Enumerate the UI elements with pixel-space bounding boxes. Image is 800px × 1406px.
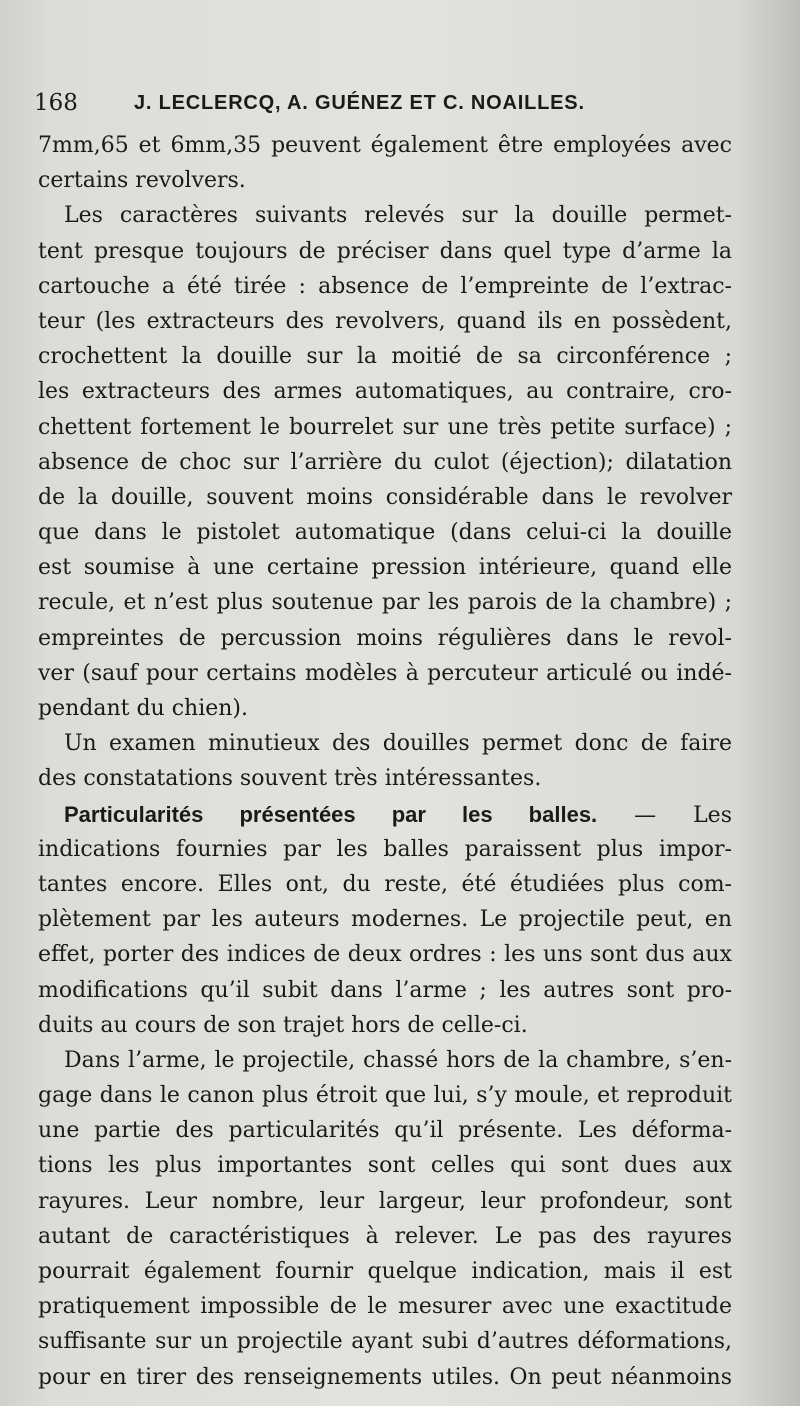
text-line: pendant du chien). bbox=[38, 696, 249, 721]
page-number: 168 bbox=[34, 90, 78, 116]
text-line: rayures. Leur nombre, leur largeur, leur profondeur, sont bbox=[38, 1188, 732, 1214]
text-line: chettent fortement le bourrelet sur une très petite surface) ; bbox=[38, 414, 732, 440]
text-line: — Les bbox=[634, 802, 732, 828]
text-line: pratiquement impossible de le mesurer avec une exactitude bbox=[38, 1294, 732, 1320]
text-line: que dans le pistolet automatique (dans celui-ci la douille bbox=[38, 520, 732, 546]
text-line: empreintes de percussion moins régulières dans le revol- bbox=[38, 625, 732, 651]
text-line: cartouche a été tirée : absence de l’empreinte de l’extrac- bbox=[38, 273, 732, 299]
text-line: Les caractères suivants relevés sur la douille permet- bbox=[64, 203, 732, 229]
page-header bbox=[34, 86, 734, 126]
text-line: tent presque toujours de préciser dans quel type d’arme la bbox=[38, 238, 732, 264]
text-line: crochettent la douille sur la moitié de sa circonférence ; bbox=[38, 344, 732, 370]
body-text bbox=[38, 128, 732, 1395]
running-head: J. LECLERCQ, A. GUÉNEZ ET C. NOAILLES. bbox=[134, 92, 585, 114]
text-line: duits au cours de son trajet hors de celle-ci. bbox=[38, 1012, 528, 1038]
text-line: Un examen minutieux des douilles permet donc de faire bbox=[64, 731, 732, 757]
text-line: absence de choc sur l’arrière du culot (éjection); dilatation bbox=[38, 449, 732, 475]
text-line: modifications qu’il subit dans l’arme ; les autres sont pro- bbox=[38, 977, 732, 1003]
text-line: les extracteurs des armes automatiques, au contraire, cro- bbox=[38, 379, 732, 405]
text-line: une partie des particularités qu’il présente. Les déforma- bbox=[38, 1118, 732, 1144]
text-line: recule, et n’est plus soutenue par les parois de la chambre) ; bbox=[38, 590, 732, 616]
text-line: indications fournies par les balles paraissent plus impor- bbox=[38, 836, 732, 862]
text-line: de la douille, souvent moins considérable dans le revolver bbox=[38, 484, 732, 510]
text-line: 7mm,65 et 6mm,35 peuvent également être employées avec bbox=[38, 133, 732, 158]
text-line: des constatations souvent très intéressantes. bbox=[38, 766, 542, 792]
text-line: tantes encore. Elles ont, du reste, été étudiées plus com- bbox=[38, 871, 732, 897]
text-line: suffisante sur un projectile ayant subi d’autres déformations, bbox=[38, 1329, 732, 1355]
text-line: autant de caractéristiques à relever. Le pas des rayures bbox=[38, 1223, 732, 1249]
text-line: pourrait également fournir quelque indication, mais il est bbox=[38, 1259, 732, 1284]
section-heading: Particularités présentées par les balles. bbox=[64, 801, 598, 827]
text-line: effet, porter des indices de deux ordres : les uns sont dus aux bbox=[38, 942, 732, 968]
text-line: teur (les extracteurs des revolvers, quand ils en possèdent, bbox=[38, 308, 732, 334]
text-line: tions les plus importantes sont celles qui sont dues aux bbox=[38, 1153, 732, 1179]
section-heading-line bbox=[38, 797, 732, 832]
text-line: certains revolvers. bbox=[38, 168, 246, 194]
text-line: pour en tirer des renseignements utiles. On peut néanmoins bbox=[38, 1364, 732, 1390]
text-line: ver (sauf pour certains modèles à percuteur articulé ou indé- bbox=[38, 660, 732, 686]
text-line: gage dans le canon plus étroit que lui, s’y moule, et reproduit bbox=[38, 1083, 732, 1109]
text-line: est soumise à une certaine pression intérieure, quand elle bbox=[38, 555, 732, 581]
text-line: plètement par les auteurs modernes. Le projectile peut, en bbox=[38, 907, 732, 933]
text-line: Dans l’arme, le projectile, chassé hors de la chambre, s’en- bbox=[64, 1047, 732, 1073]
